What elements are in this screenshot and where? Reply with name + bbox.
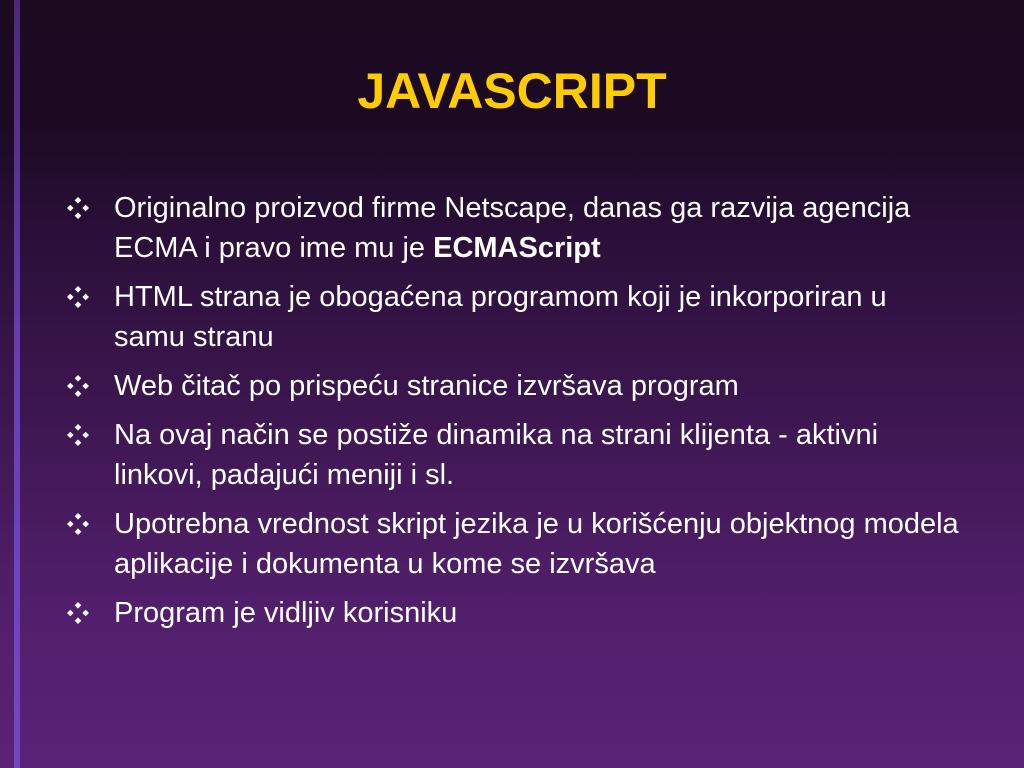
- bullet-text: Web čitač po prispeću stranice izvršava program: [114, 370, 739, 402]
- bullet-item: [64, 593, 964, 633]
- bullet-item: [64, 277, 964, 357]
- bullet-text: Program je vidljiv korisniku: [114, 597, 458, 629]
- four-petal-diamond-icon: [64, 415, 92, 455]
- bullet-item: [64, 188, 964, 268]
- bullet-emphasis: ECMAScript: [433, 232, 601, 264]
- slide-title: JAVASCRIPT: [357, 63, 667, 119]
- bullet-text: Originalno proizvod firme Netscape, danas ga razvija agencija ECMA i pravo ime mu je: [114, 192, 911, 264]
- bullet-item: [64, 366, 964, 406]
- four-petal-diamond-icon: [64, 366, 92, 406]
- four-petal-diamond-icon: [64, 593, 92, 633]
- bullet-item: [64, 415, 964, 495]
- four-petal-diamond-icon: [64, 277, 92, 317]
- bullet-item: [64, 504, 964, 584]
- bullet-text: HTML strana je obogaćena programom koji je inkorporiran u samu stranu: [114, 281, 887, 353]
- bullet-text: Upotrebna vrednost skript jezika je u korišćenju objektnog modela aplikacije i dokumenta u kome se izvršava: [114, 508, 959, 580]
- four-petal-diamond-icon: [64, 504, 92, 544]
- bullet-list: [64, 188, 964, 642]
- four-petal-diamond-icon: [64, 188, 92, 228]
- bullet-text: Na ovaj način se postiže dinamika na strani klijenta - aktivni linkovi, padajući meniji i sl.: [114, 419, 879, 491]
